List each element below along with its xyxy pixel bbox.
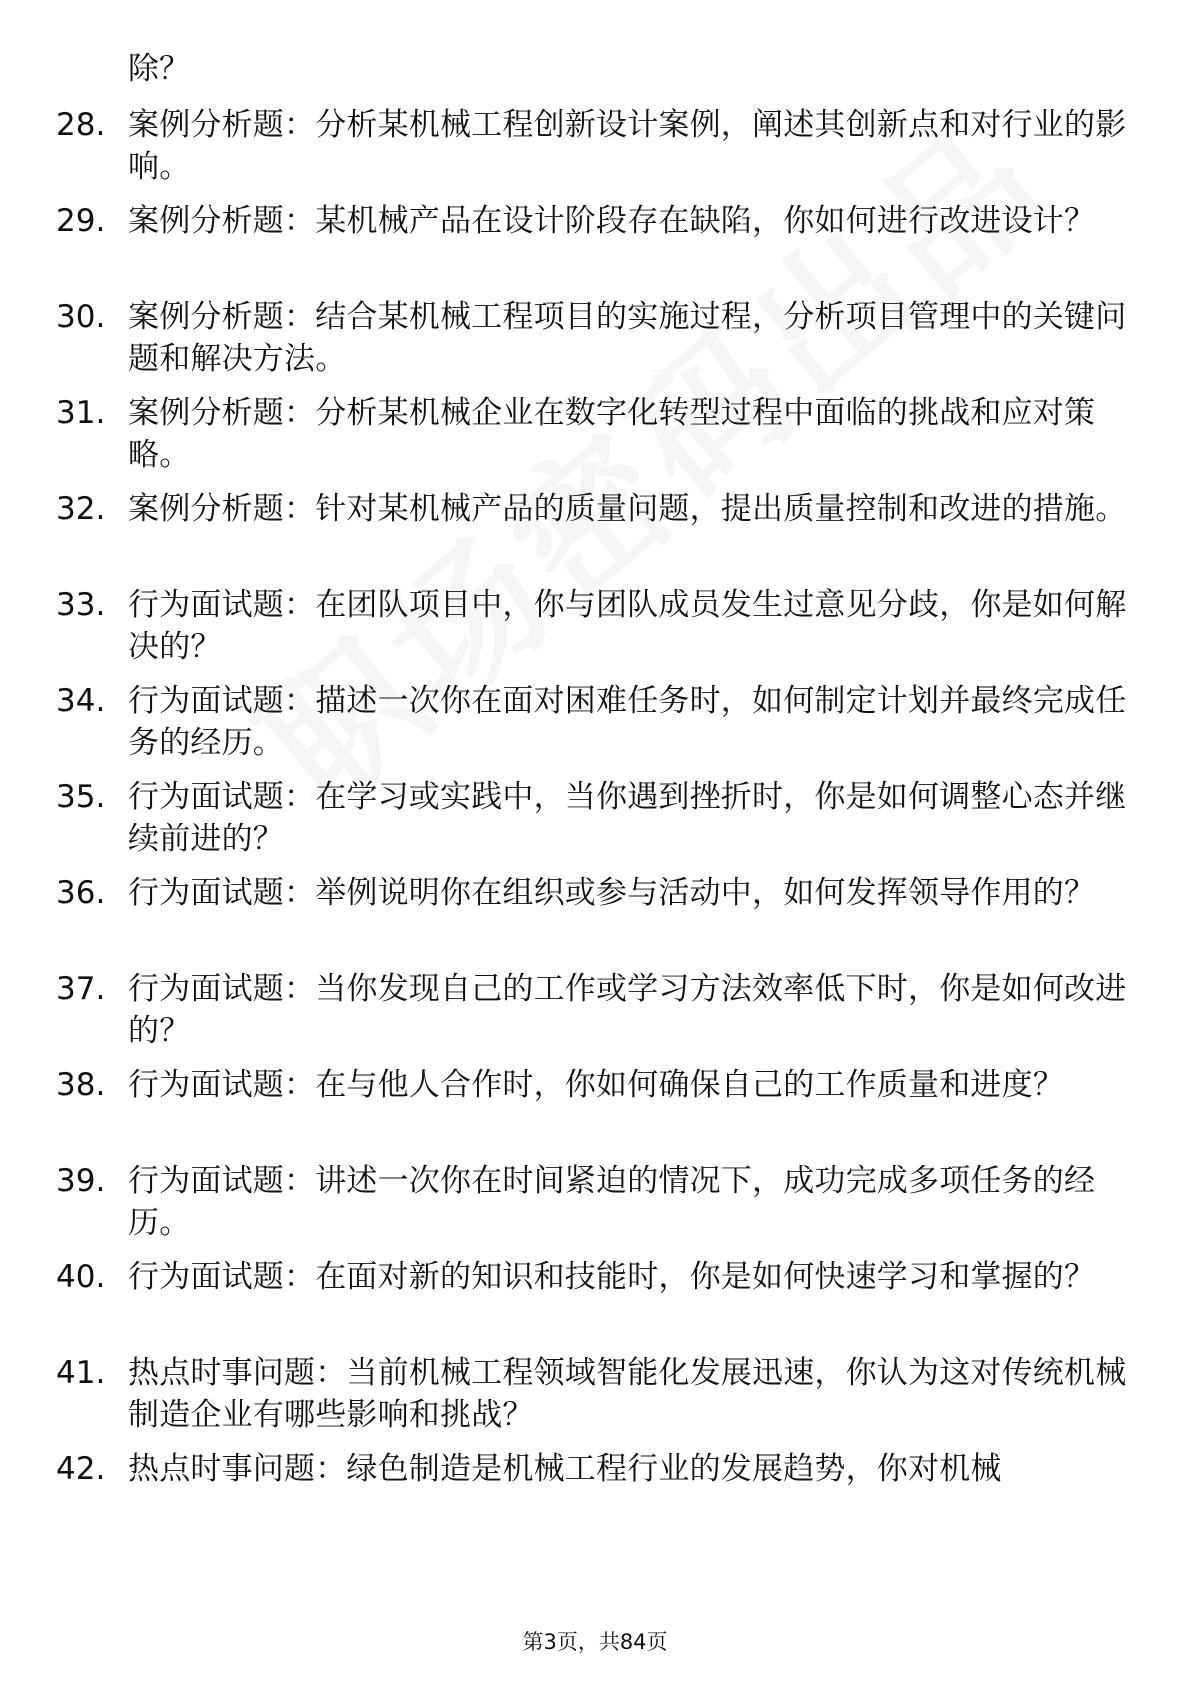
question-number: 41. <box>56 1355 106 1391</box>
question-number: 37. <box>56 971 106 1007</box>
continuation-text: 除？ <box>128 51 190 87</box>
question-number: 42. <box>56 1451 106 1487</box>
list-item <box>56 200 1136 242</box>
question-text: 热点时事问题：绿色制造是机械工程行业的发展趋势，你对机械 <box>128 1451 1002 1487</box>
list-item <box>56 296 1136 380</box>
question-text: 案例分析题：针对某机械产品的质量问题，提出质量控制和改进的措施。 <box>128 491 1127 527</box>
list-item <box>56 1448 1136 1490</box>
list-item <box>56 584 1136 668</box>
list-item <box>56 1064 1136 1106</box>
list-item <box>56 1256 1136 1298</box>
question-text: 行为面试题：在与他人合作时，你如何确保自己的工作质量和进度？ <box>128 1067 1064 1103</box>
list-item <box>56 776 1136 860</box>
question-number: 35. <box>56 779 106 815</box>
list-item <box>56 488 1136 530</box>
question-number: 31. <box>56 395 106 431</box>
question-text: 案例分析题：结合某机械工程项目的实施过程，分析项目管理中的关键问题和解决方法。 <box>128 299 1127 377</box>
list-item <box>56 968 1136 1052</box>
list-item <box>56 392 1136 476</box>
question-number: 40. <box>56 1259 106 1295</box>
question-number: 36. <box>56 875 106 911</box>
question-text: 行为面试题：当你发现自己的工作或学习方法效率低下时，你是如何改进的？ <box>128 971 1127 1049</box>
question-number: 39. <box>56 1163 106 1199</box>
question-number: 34. <box>56 683 106 719</box>
question-number: 30. <box>56 299 106 335</box>
question-text: 行为面试题：描述一次你在面对困难任务时，如何制定计划并最终完成任务的经历。 <box>128 683 1127 761</box>
list-item <box>56 872 1136 914</box>
list-item <box>56 104 1136 188</box>
question-number: 33. <box>56 587 106 623</box>
question-number: 32. <box>56 491 106 527</box>
question-text: 行为面试题：举例说明你在组织或参与活动中，如何发挥领导作用的？ <box>128 875 1096 911</box>
list-item <box>56 680 1136 764</box>
question-text: 行为面试题：在团队项目中，你与团队成员发生过意见分歧，你是如何解决的？ <box>128 587 1127 665</box>
question-number: 29. <box>56 203 106 239</box>
question-text: 行为面试题：在面对新的知识和技能时，你是如何快速学习和掌握的？ <box>128 1259 1096 1295</box>
question-number: 38. <box>56 1067 106 1103</box>
question-text: 行为面试题：讲述一次你在时间紧迫的情况下，成功完成多项任务的经历。 <box>128 1163 1096 1241</box>
question-text: 案例分析题：分析某机械工程创新设计案例，阐述其创新点和对行业的影响。 <box>128 107 1127 185</box>
question-number: 28. <box>56 107 106 143</box>
list-item <box>56 1160 1136 1244</box>
question-text: 案例分析题：分析某机械企业在数字化转型过程中面临的挑战和应对策略。 <box>128 395 1096 473</box>
question-text: 行为面试题：在学习或实践中，当你遇到挫折时，你是如何调整心态并继续前进的？ <box>128 779 1127 857</box>
question-text: 案例分析题：某机械产品在设计阶段存在缺陷，你如何进行改进设计？ <box>128 203 1096 239</box>
page-footer: 第3页，共84页 <box>522 1630 668 1654</box>
list-item <box>56 1352 1136 1436</box>
question-text: 热点时事问题：当前机械工程领域智能化发展迅速，你认为这对传统机械制造企业有哪些影响和挑战？ <box>128 1355 1127 1433</box>
